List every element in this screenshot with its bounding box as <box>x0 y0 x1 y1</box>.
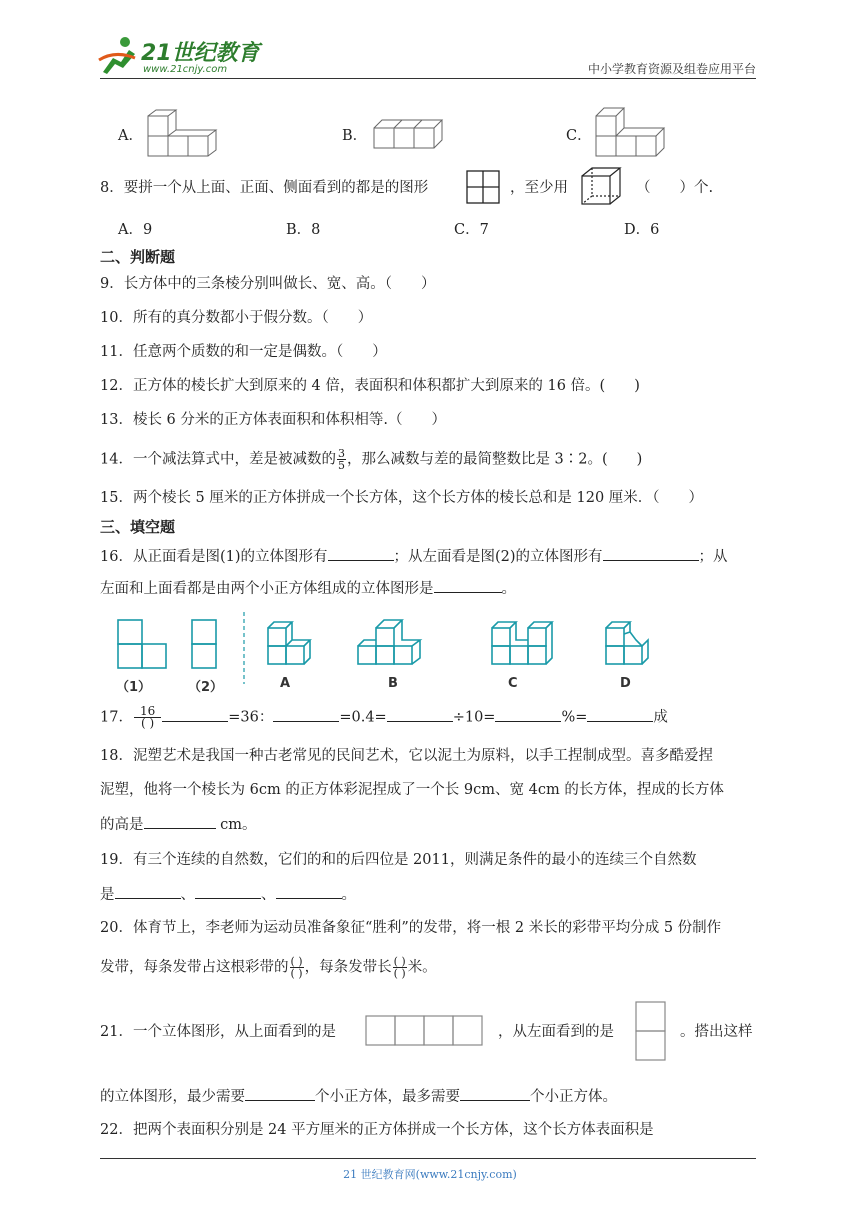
q8-option-a: A．9 <box>118 222 153 238</box>
q20-text-c: 米。 <box>407 959 437 976</box>
q21-text-c: 个小正方体。 <box>530 1089 617 1105</box>
q7-option-c-label: C． <box>566 128 592 144</box>
q17-text-5: 成 <box>653 709 668 726</box>
q14-prefix: 14．一个减法算式中，差是被减数的 <box>100 451 336 468</box>
q16-blank-2[interactable] <box>603 546 699 561</box>
question-16-line1 <box>100 546 728 567</box>
question-11: 11．任意两个质数的和一定是偶数。（ ） <box>100 344 387 360</box>
q7-option-b-label: B． <box>342 128 368 144</box>
q18-blank[interactable] <box>144 814 216 829</box>
q16-figures <box>114 612 674 682</box>
question-18-line2: 泥塑，他将一个棱长为 6cm 的正方体彩泥捏成了一个长 9cm、宽 4cm 的长方体，捏成的长方体 <box>100 782 724 798</box>
q16-label-2: （2） <box>188 680 224 695</box>
q8-option-c: C．7 <box>454 222 489 238</box>
q19-end: 。 <box>341 887 356 903</box>
q19-text-a: 是 <box>100 887 115 903</box>
q19-blank-3[interactable] <box>276 884 342 899</box>
q16-label-d: D <box>620 676 631 691</box>
q20-fraction-1 <box>290 956 304 979</box>
q17-denominator: ( ) <box>141 716 155 730</box>
q17-blank-3[interactable] <box>387 707 453 722</box>
q17-fraction <box>134 706 161 729</box>
question-18-line1: 18．泥塑艺术是我国一种古老常见的民间艺术，它以泥土为原料，以手工捏制成型。喜多酷爱捏 <box>100 748 713 764</box>
runner-logo-icon <box>95 36 139 76</box>
q16-label-c: C <box>508 676 518 691</box>
q17-text-1: =36： <box>228 709 274 726</box>
question-21-a: 21．一个立体图形，从上面看到的是 <box>100 1024 336 1040</box>
question-9: 9．长方体中的三条棱分别叫做长、宽、高。（ ） <box>100 276 436 292</box>
q20-frac2-num[interactable]: ( ) <box>393 955 406 968</box>
q21-text-b: 个小正方体，最多需要 <box>315 1089 460 1105</box>
q21-text-a: 的立体图形，最少需要 <box>100 1089 245 1105</box>
q7-option-b-figure <box>372 116 452 156</box>
q7-option-a-label: A． <box>118 128 143 144</box>
q8-prefix: 8．要拼一个从上面、正面、侧面看到的都是的图形 <box>100 180 429 196</box>
q16-label-1: （1） <box>116 680 152 695</box>
q7-option-a-figure <box>146 108 226 158</box>
q19-blank-1[interactable] <box>115 884 181 899</box>
q21-blank-2[interactable] <box>460 1086 530 1101</box>
q21-top-view-figure <box>364 1014 488 1048</box>
q16-blank-3[interactable] <box>434 578 502 593</box>
header-logo <box>95 34 265 78</box>
q17-text-3: ÷10= <box>452 709 496 726</box>
q14-fraction <box>337 448 346 471</box>
q21-left-view-figure <box>634 1000 670 1064</box>
q17-blank-1[interactable] <box>162 707 228 722</box>
question-8 <box>100 178 428 198</box>
question-21-c: 。搭出这样 <box>680 1024 753 1040</box>
q18-text-b: cm。 <box>220 817 257 833</box>
q18-text-a: 的高是 <box>100 817 144 833</box>
q17-blank-4[interactable] <box>495 707 561 722</box>
question-17 <box>100 706 668 729</box>
q14-suffix: ，那么减数与差的最简整数比是 3∶2。( ) <box>346 451 643 468</box>
q19-blank-2[interactable] <box>195 884 261 899</box>
question-12: 12．正方体的棱长扩大到原来的 4 倍，表面积和体积都扩大到原来的 16 倍。( ) <box>100 378 640 394</box>
q16-text-b: ；从左面看是图(2)的立体图形有 <box>393 549 603 565</box>
platform-title: 中小学教育资源及组卷应用平台 <box>587 62 756 76</box>
q20-frac1-num[interactable]: ( ) <box>290 955 303 968</box>
q17-text-4: %= <box>561 709 588 726</box>
q16-text-a: 16．从正面看是图(1)的立体图形有 <box>100 549 328 565</box>
logo-text: 21世纪教育 <box>141 41 260 66</box>
q7-option-c-figure <box>594 104 674 164</box>
q19-sep-1: 、 <box>180 887 195 903</box>
q20-text-a: 发带，每条发带占这根彩带的 <box>100 959 289 976</box>
q16-label-b: B <box>388 676 398 691</box>
q21-blank-1[interactable] <box>245 1086 315 1101</box>
section-fill-heading: 三、填空题 <box>100 518 176 536</box>
section-judge-heading: 二、判断题 <box>100 248 176 266</box>
question-19-line1: 19．有三个连续的自然数，它们的和的后四位是 2011，则满足条件的最小的连续三个自然数 <box>100 852 697 868</box>
q20-frac2-den[interactable]: ( ) <box>393 967 406 980</box>
footer-text: 21 世纪教育网(www.21cnjy.com) <box>343 1168 517 1181</box>
question-18-line3 <box>100 814 256 835</box>
question-14 <box>100 448 642 471</box>
q8-middle: ，至少用 <box>510 180 568 196</box>
q17-numerator: 16 <box>134 706 161 718</box>
q14-numerator: 3 <box>337 447 345 460</box>
q8-grid-figure <box>466 170 502 206</box>
question-21-line2 <box>100 1086 617 1107</box>
footer-rule <box>100 1158 756 1159</box>
question-15: 15．两个棱长 5 厘米的正方体拼成一个长方体，这个长方体的棱长总和是 120 厘米．（ ） <box>100 490 704 506</box>
q16-text-d: 左面和上面看都是由两个小正方体组成的立体图形是 <box>100 581 434 597</box>
question-20-line1: 20．体育节上，李老师为运动员准备象征“胜利”的发带，将一根 2 米长的彩带平均分成 5 份制作 <box>100 920 722 936</box>
q8-suffix: （ ）个. <box>636 180 714 196</box>
q16-blank-1[interactable] <box>328 546 394 561</box>
q20-text-b: ，每条发带长 <box>304 959 392 976</box>
q17-blank-5[interactable] <box>587 707 653 722</box>
q14-denominator: 5 <box>337 459 345 472</box>
q8-option-b: B．8 <box>286 222 321 238</box>
q17-text-2: =0.4= <box>339 709 387 726</box>
q16-text-e: 。 <box>501 581 516 597</box>
q20-fraction-2 <box>393 956 407 979</box>
question-21-b: ，从左面看到的是 <box>498 1024 614 1040</box>
question-16-line2 <box>100 578 516 599</box>
question-19-line2 <box>100 884 356 905</box>
q19-sep-2: 、 <box>261 887 276 903</box>
question-22: 22．把两个表面积分别是 24 平方厘米的正方体拼成一个长方体，这个长方体表面积是 <box>100 1122 654 1138</box>
q8-option-d: D．6 <box>624 222 660 238</box>
logo-url: www.21cnjy.com <box>143 64 228 75</box>
question-20-line2 <box>100 956 437 979</box>
q20-frac1-den[interactable]: ( ) <box>290 967 303 980</box>
q8-cube-figure <box>580 166 622 208</box>
question-13: 13．棱长 6 分米的正方体表面积和体积相等.（ ） <box>100 412 447 428</box>
header-rule <box>100 78 756 79</box>
q17-prefix: 17． <box>100 709 133 726</box>
q17-blank-2[interactable] <box>273 707 339 722</box>
question-10: 10．所有的真分数都小于假分数。（ ） <box>100 310 373 326</box>
q16-text-c: ；从 <box>698 549 728 565</box>
q16-label-a: A <box>280 676 291 691</box>
